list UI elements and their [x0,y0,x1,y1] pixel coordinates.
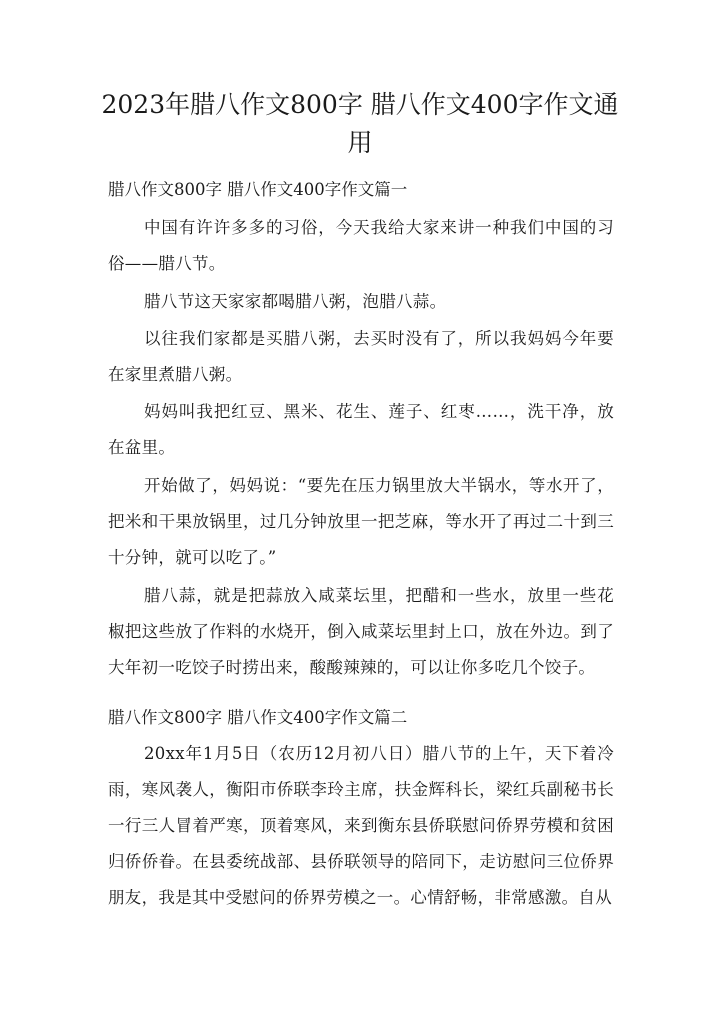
paragraph: 腊八蒜，就是把蒜放入咸菜坛里，把醋和一些水，放里一些花椒把这些放了作料的水烧开，倒入咸菜坛里封上口，放在外边。到了大年初一吃饺子时捞出来，酸酸辣辣的，可以让你多吃几个饺子。 [108,586,614,677]
section-heading-2: 腊八作文800字 腊八作文400字作文篇二 [108,708,408,727]
paragraph: 开始做了，妈妈说：“要先在压力锅里放大半锅水，等水开了，把米和干果放锅里，过几分钟放里一把芝麻，等水开了再过二十到三十分钟，就可以吃了。” [108,476,614,567]
paragraph: 以往我们家都是买腊八粥，去买时没有了，所以我妈妈今年要在家里煮腊八粥。 [108,329,614,384]
paragraph: 妈妈叫我把红豆、黑米、花生、莲子、红枣……，洗干净，放在盆里。 [108,402,614,457]
section-heading-1: 腊八作文800字 腊八作文400字作文篇一 [108,180,408,199]
paragraph: 腊八节这天家家都喝腊八粥，泡腊八蒜。 [144,292,447,311]
paragraph: 中国有许许多多的习俗，今天我给大家来讲一种我们中国的习俗——腊八节。 [108,218,614,273]
paragraph: 20xx年1月5日（农历12月初八日）腊八节的上午，天下着冷雨，寒风袭人，衡阳市侨联李玲主席，扶金辉科长，梁红兵副秘书长一行三人冒着严寒，顶着寒风，来到衡东县侨联慰问侨界劳模和贫困归侨侨眷。在县委统战部、县侨联领导的陪同下，走访慰问三位侨界朋友，我是其中受慰问的侨界劳模之一。心情舒畅，非常感激。自从 [108,744,614,907]
document-title: 2023年腊八作文800字 腊八作文400字作文通用 [101,90,619,157]
